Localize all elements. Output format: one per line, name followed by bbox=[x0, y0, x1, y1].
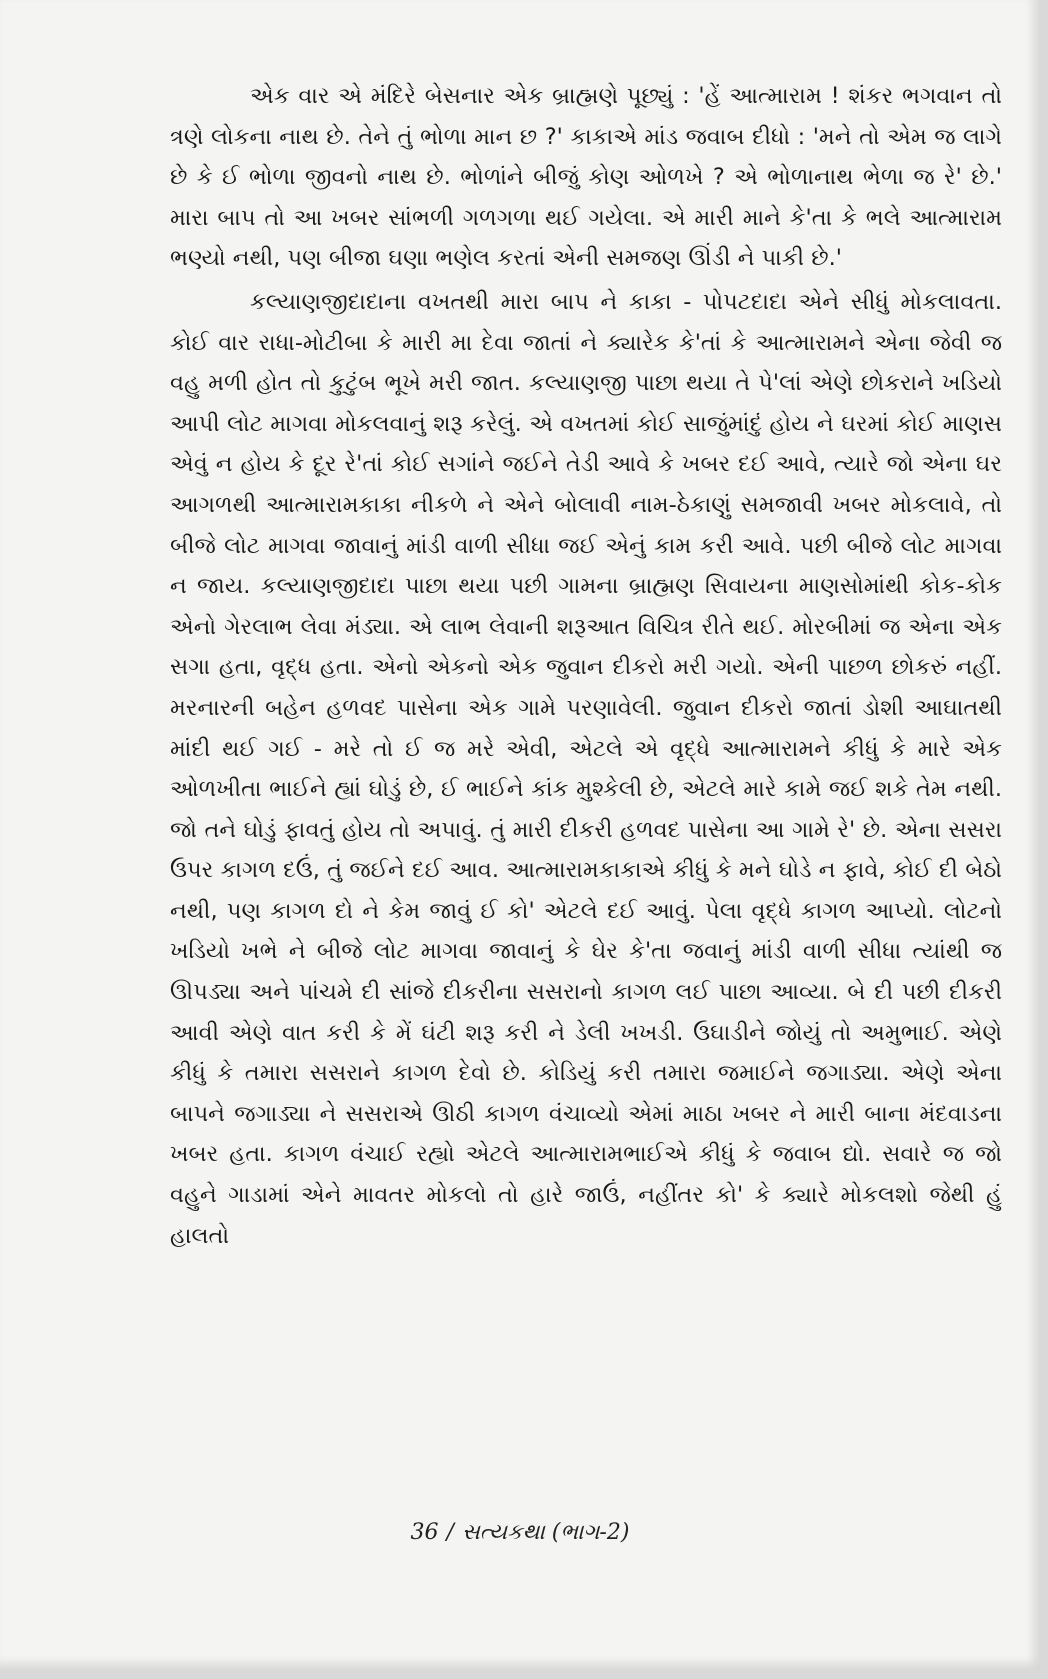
footer-separator: / bbox=[446, 1520, 454, 1545]
paragraph-1: એક વાર એ મંદિરે બેસનાર એક બ્રાહ્મણે પૂછ્યું : 'હેં આત્મારામ ! શંકર ભગવાન તો ત્રણે લોકના નાથ છે. તેને તું ભોળા માન છ ?' કાકાએ માંડ જવાબ દીધો : 'મને તો એમ જ લાગે છે કે ઈ ભોળા જીવનો નાથ છે. ભોળાંને બીજું કોણ ઓળખે ? એ ભોળાનાથ ભેળા જ રે' છે.' મારા બાપ તો આ ખબર સાંભળી ગળગળા થઈ ગયેલા. એ મારી માને કે'તા કે ભલે આત્મારામ ભણ્યો નથી, પણ બીજા ઘણા ભણેલ કરતાં એની સમજણ ઊંડી ને પાકી છે.' bbox=[170, 83, 1002, 272]
page-number: 36 bbox=[410, 1520, 439, 1545]
book-title: સત્યકથા (ભાગ-2) bbox=[461, 1520, 630, 1545]
body-text bbox=[170, 76, 1002, 1256]
paragraph-2: કલ્યાણજીદાદાના વખતથી મારા બાપ ને કાકા - પોપટદાદા એને સીધું મોકલાવતા. કોઈ વાર રાધા-મોટીબા કે મારી મા દેવા જાતાં ને ક્યારેક કે'તાં કે આત્મારામને એના જેવી જ વહુ મળી હોત તો કુટુંબ ભૂખે મરી જાત. કલ્યાણજી પાછા થયા તે પે'લાં એણે છોકરાને ખડિયો આપી લોટ માગવા મોકલવાનું શરૂ કરેલું. એ વખતમાં કોઈ સાજુંમાંદું હોય ને ઘરમાં કોઈ માણસ એવું ન હોય કે દૂર રે'તાં કોઈ સગાંને જઈને તેડી આવે કે ખબર દઈ આવે, ત્યારે જો એના ઘર આગળથી આત્મારામકાકા નીકળે ને એને બોલાવી નામ-ઠેકાણું સમજાવી ખબર મોકલાવે, તો બીજે લોટ માગવા જાવાનું માંડી વાળી સીધા જઈ એનું કામ કરી આવે. પછી બીજે લોટ માગવા ન જાય. કલ્યાણજીદાદા પાછા થયા પછી ગામના બ્રાહ્મણ સિવાયના માણસોમાંથી કોક-કોક એનો ગેરલાભ લેવા મંડ્યા. એ લાભ લેવાની શરૂઆત વિચિત્ર રીતે થઈ. મોરબીમાં જ એના એક સગા હતા, વૃદ્ધ હતા. એનો એકનો એક જુવાન દીકરો મરી ગયો. એની પાછળ છોકરું નહીં. મરનારની બહેન હળવદ પાસેના એક ગામે પરણાવેલી. જુવાન દીકરો જાતાં ડોશી આઘાતથી માંદી થઈ ગઈ - મરે તો ઈ જ મરે એવી, એટલે એ વૃદ્ધે આત્મારામને કીધું કે મારે એક ઓળખીતા ભાઈને હ્યાં ઘોડું છે, ઈ ભાઈને કાંક મુશ્કેલી છે, એટલે મારે કામે જઈ શકે તેમ નથી. જો તને ઘોડું ફાવતું હોય તો અપાવું. તું મારી દીકરી હળવદ પાસેના આ ગામે રે' છે. એના સસરા ઉપર કાગળ દઉં, તું જઈને દઈ આવ. આત્મારામકાકાએ કીધું કે મને ઘોડે ન ફાવે, કોઈ દી બેઠો નથી, પણ કાગળ દો ને કેમ જાવું ઈ કો' એટલે દઈ આવું. પેલા વૃદ્ધે કાગળ આપ્યો. લોટનો ખડિયો ખભે ને બીજે લોટ માગવા જાવાનું કે ઘેર કે'તા જવાનું માંડી વાળી સીધા ત્યાંથી જ ઊપડ્યા અને પાંચમે દી સાંજે દીકરીના સસરાનો કાગળ લઈ પાછા આવ્યા. બે દી પછી દીકરી આવી એણે વાત કરી કે મેં ઘંટી શરૂ કરી ને ડેલી ખખડી. ઉઘાડીને જોયું તો અમુભાઈ. એણે કીધું કે તમારા સસરાને કાગળ દેવો છે. કોડિયું કરી તમારા જમાઈને જગાડ્યા. એણે એના બાપને જગાડ્યા ને સસરાએ ઊઠી કાગળ વંચાવ્યો એમાં માઠા ખબર ને મારી બાના મંદવાડના ખબર હતા. કાગળ વંચાઈ રહ્યો એટલે આત્મારામભાઈએ કીધું કે જવાબ દ્યો. સવારે જ જો વહુને ગાડામાં એને માવતર મોકલો તો હારે જાઉં, નહીંતર કો' કે ક્યારે મોકલશો જેથી હું હાલતો bbox=[170, 288, 1002, 1249]
page-footer bbox=[0, 1520, 1040, 1545]
